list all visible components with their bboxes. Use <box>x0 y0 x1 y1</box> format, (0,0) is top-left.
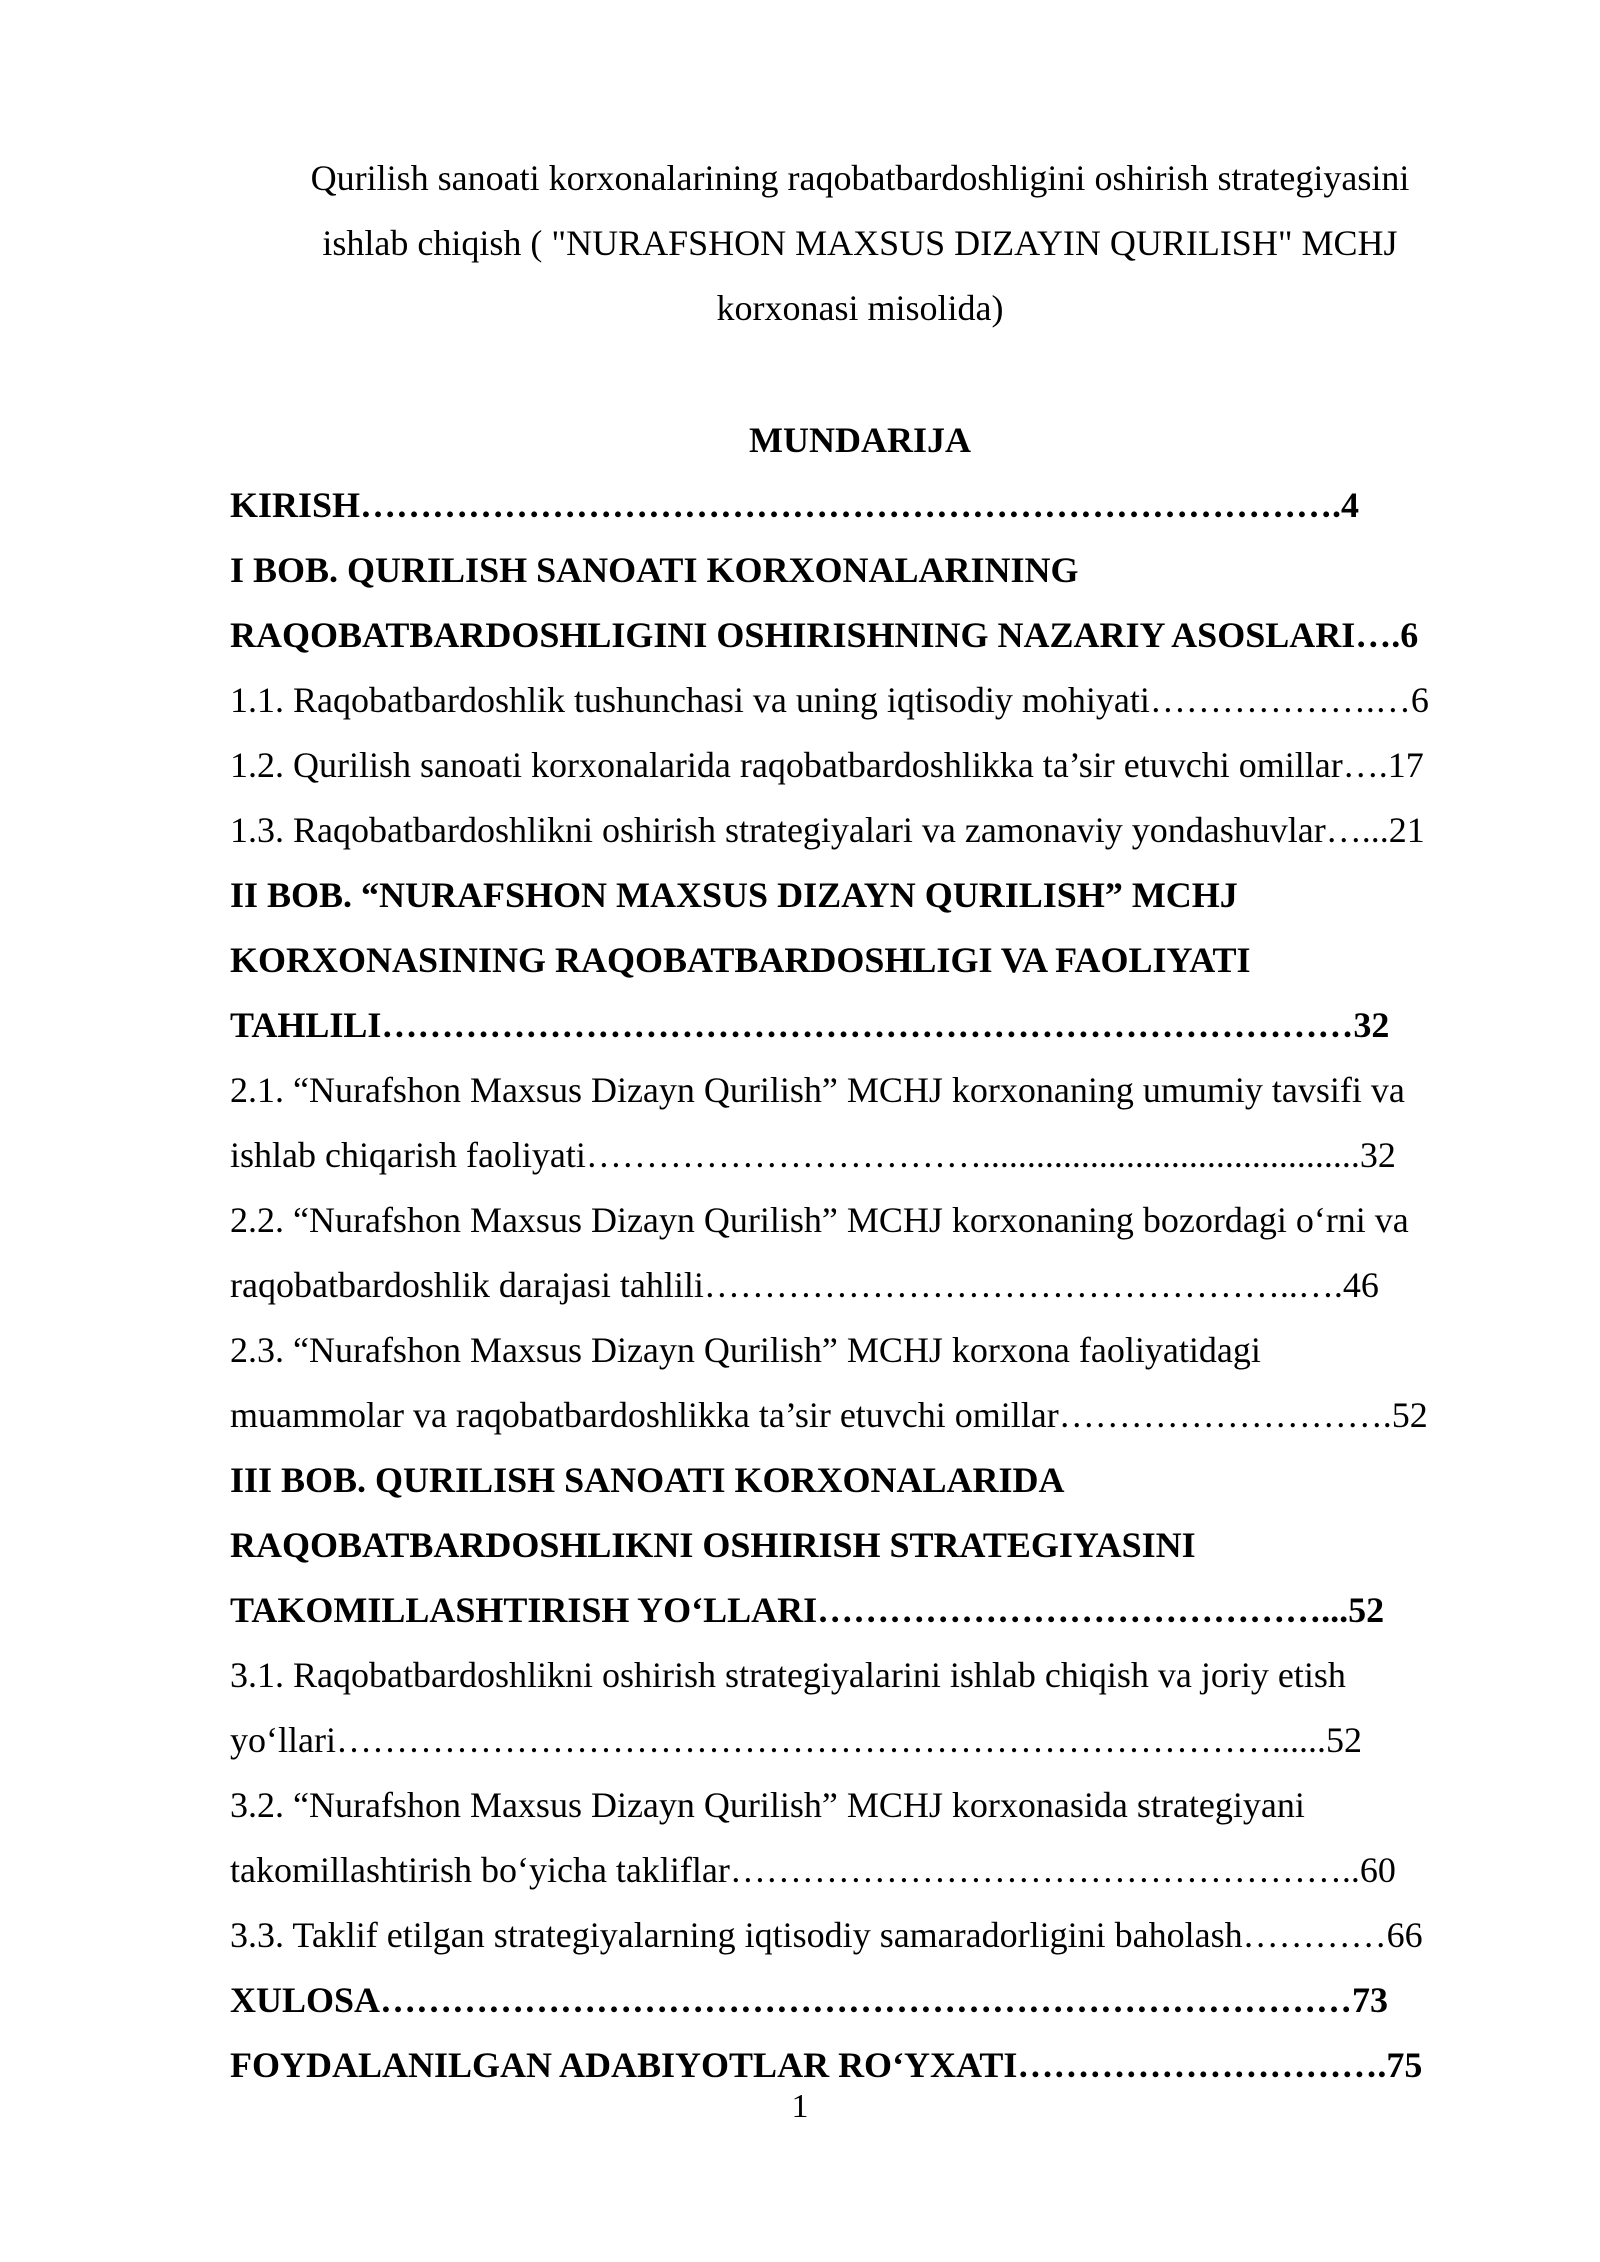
toc-entry: 3.1. Raqobatbardoshlikni oshirish strategiyalarini ishlab chiqish va joriy etish <box>230 1655 1346 1695</box>
toc-entry: muammolar va raqobatbardoshlikka ta’sir etuvchi omillar……………………….52 <box>230 1395 1428 1435</box>
table-of-contents <box>230 473 1510 2098</box>
toc-entry: 1.1. Raqobatbardoshlik tushunchasi va uning iqtisodiy mohiyati……………….…6 <box>230 680 1429 720</box>
contents-heading: MUNDARIJA <box>749 420 971 460</box>
toc-entry: TAHLILI………………………………………………………………………32 <box>230 1005 1390 1045</box>
toc-entry: III BOB. QURILISH SANOATI KORXONALARIDA <box>230 1460 1065 1500</box>
toc-entry: II BOB. “NURAFSHON MAXSUS DIZAYN QURILISH” MCHJ <box>230 875 1238 915</box>
toc-entry: takomillashtirish bo‘yicha takliflar……………………………………………..60 <box>230 1850 1396 1890</box>
toc-entry: KORXONASINING RAQOBATBARDOSHLIGI VA FAOLIYATI <box>230 940 1251 980</box>
toc-entry: RAQOBATBARDOSHLIKNI OSHIRISH STRATEGIYASINI <box>230 1525 1196 1565</box>
toc-entry: yo‘llari……………………………………………………………………......52 <box>230 1720 1362 1760</box>
toc-entry: RAQOBATBARDOSHLIGINI OSHIRISHNING NAZARIY ASOSLARI….6 <box>230 615 1419 655</box>
toc-entry: 3.2. “Nurafshon Maxsus Dizayn Qurilish” MCHJ korxonasida strategiyani <box>230 1785 1305 1825</box>
toc-entry: I BOB. QURILISH SANOATI KORXONALARINING <box>230 550 1079 590</box>
toc-entry: ishlab chiqarish faoliyati……………………………..........................................32 <box>230 1135 1396 1175</box>
toc-entry: raqobatbardoshlik darajasi tahlili…………………………………………..….46 <box>230 1265 1379 1305</box>
toc-entry: 3.3. Taklif etilgan strategiyalarning iqtisodiy samaradorligini baholash…………66 <box>230 1915 1423 1955</box>
toc-entry: KIRISH……………………………………………………………………….4 <box>230 485 1360 525</box>
document-title: Qurilish sanoati korxonalarining raqobatbardoshligini oshirish strategiyasini ishlab chiqish ( "NURAFSHON MAXSUS DIZAYIN QURILISH" MCHJ korxonasi misolida) <box>310 158 1410 328</box>
toc-entry: 1.2. Qurilish sanoati korxonalarida raqobatbardoshlikka ta’sir etuvchi omillar….17 <box>230 745 1424 785</box>
toc-entry: 1.3. Raqobatbardoshlikni oshirish strategiyalari va zamonaviy yondashuvlar…...21 <box>230 810 1425 850</box>
toc-entry: TAKOMILLASHTIRISH YO‘LLARI……………………………………...52 <box>230 1590 1385 1630</box>
toc-entry: 2.1. “Nurafshon Maxsus Dizayn Qurilish” MCHJ korxonaning umumiy tavsifi va <box>230 1070 1405 1110</box>
toc-entry: 2.2. “Nurafshon Maxsus Dizayn Qurilish” MCHJ korxonaning bozordagi o‘rni va <box>230 1200 1409 1240</box>
page-number: 1 <box>791 2088 809 2125</box>
toc-entry: 2.3. “Nurafshon Maxsus Dizayn Qurilish” MCHJ korxona faoliyatidagi <box>230 1330 1261 1370</box>
toc-entry: XULOSA………………………………………………………………………73 <box>230 1980 1389 2020</box>
toc-entry: FOYDALANILGAN ADABIYOTLAR RO‘YXATI………………………….75 <box>230 2045 1423 2085</box>
